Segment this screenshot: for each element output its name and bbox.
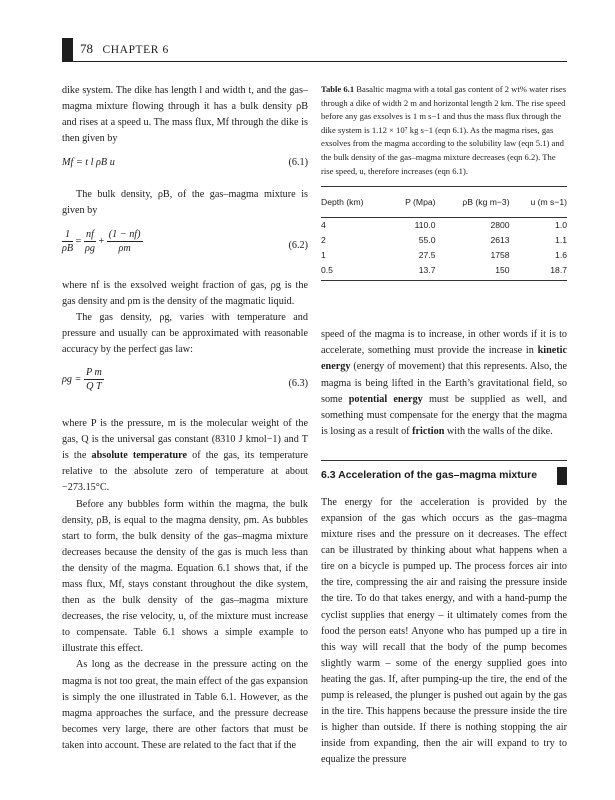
eq-term: 1 xyxy=(62,228,73,242)
section-marker xyxy=(557,467,567,485)
paragraph: The bulk density, ρB, of the gas–magma mixture is given by xyxy=(62,189,308,217)
table-row xyxy=(321,248,567,263)
text-run: where P is the pressure, m is the molecular weight of the gas, Q is the universal gas constant (8310 J kmol−1) and T is the xyxy=(62,418,308,462)
table-header-cell: ρB (kg m−3) xyxy=(436,187,510,218)
table-row xyxy=(321,263,567,281)
table-cell: 1.0 xyxy=(555,220,567,231)
table-label: Table 6.1 xyxy=(321,84,355,94)
equation-6-1 xyxy=(62,155,308,175)
eq-term: ρm xyxy=(118,242,131,254)
section-heading xyxy=(321,460,567,487)
table-cell: 1 xyxy=(321,250,326,261)
table-cell: 27.5 xyxy=(418,250,436,261)
equation-number: (6.3) xyxy=(288,378,308,390)
right-column xyxy=(321,83,567,769)
page-number: 78 xyxy=(80,41,93,56)
left-column xyxy=(62,83,308,754)
table-header-cell: Depth (km) xyxy=(321,187,388,218)
text-run: must be supplied as well, and something must compensate for the energy that the magma is losing as a result of xyxy=(321,393,568,437)
table-cell: 18.7 xyxy=(510,263,567,281)
table-cell: 1.6 xyxy=(555,250,567,261)
paragraph xyxy=(62,416,308,496)
equation-number: (6.1) xyxy=(288,157,308,169)
table-row xyxy=(321,218,567,234)
text-run: speed of the magma is to increase, in other words if it is to accelerate, something must provide the increase in xyxy=(321,329,567,357)
table-cell: 1758 xyxy=(490,250,510,261)
table-cell: 13.7 xyxy=(388,263,436,281)
paragraph: Before any bubbles form within the magma, the bulk density, ρB, is equal to the magma density, ρm. As bubbles start to form, the bulk density of the gas–magma mixture decreases because the density of the gas is much less than the density of the magma. Equation 6.1 shows that, if the mass flux, Mf, stays constant throughout the dike system, then as the bulk density of the gas–magma mixture decreases, the rise velocity, u, of the mixture must increase to compensate. Table 6.1 shows a simple example to illustrate this effect. xyxy=(62,498,308,655)
table-cell: 2800 xyxy=(490,220,510,231)
eq-term: ρB xyxy=(62,242,74,254)
paragraph: As long as the decrease in the pressure acting on the magma is not too great, the main effect of the gas expansion is simply the one illustrated in Table 6.1. However, as the magma approaches the surface, and the pressure decrease becomes very large, there are other factors that must be taken into account. These are related to the fact that if the xyxy=(62,659,308,751)
keyword: kinetic energy xyxy=(321,345,568,373)
caption-text: Basaltic magma with a total gas content of 2 wt% water rises through a dike of width 2 m and horizontal length 2 km. The rise speed before any gas exsolves is 1 m s−1 and thus the mass flux through the dike system is 1.12 × 10⁷ kg s−1 (eqn 6.1). As the magma rises, gas exsolves from the magma according to the solubility law (eqn 5.1) and the bulk density of the gas–magma mixture decreases (eqn 6.2). The rise speed, u, therefore increases (eqn 6.1). xyxy=(321,84,567,176)
eq-term: Q T xyxy=(86,381,102,393)
eq-term: nf xyxy=(85,228,94,240)
paragraph xyxy=(321,327,567,440)
table-caption xyxy=(321,83,567,178)
equation-number: (6.2) xyxy=(288,239,308,251)
equation-6-2: $\frac{1}{\rho B}$ = $\frac{nf}{\rho g}$ + $\frac{(1 - nf)}{\rho m}$ (6.2) xyxy=(62,228,308,254)
chapter-label: CHAPTER 6 xyxy=(102,44,169,56)
table-cell: 55.0 xyxy=(418,235,436,246)
equation-body: Mf = t l ρB u xyxy=(62,157,115,169)
eq-term: ρg = xyxy=(62,373,82,385)
table-cell: 150 xyxy=(436,263,510,281)
keyword: friction xyxy=(412,425,445,437)
table-header-cell: P (Mpa) xyxy=(388,187,436,218)
eq-term: ρg xyxy=(84,242,95,254)
paragraph: The energy for the acceleration is provided by the expansion of the gas which occurs as the gas–magma mixture rises and the pressure on it decreases. The effect can be illustrated by thinking about what happens when a tire on a bicycle is pumped up. The process forces air into the tire, compressing the air and raising the pressure inside the tire. To do that takes energy, and with a hand-pump the cyclist supplies that energy – it ultimately comes from the food the person eats! Anyone who has pumped up a tire in this way will recall that the body of the pump becomes slightly warm – some of the energy supplied goes into heating the gas. If, after pumping-up the tire, the end of the pump is released, the plunger is pushed out again by the gas in the tire. This happens because the pressure inside the tire is higher than outside. If there is nothing stopping the air inside from expanding, then the air will expand to try to equalize the pressure xyxy=(321,496,567,766)
header-bar xyxy=(62,38,73,62)
table-cell: 110.0 xyxy=(414,220,436,231)
header-rule xyxy=(62,61,567,62)
equation-6-3 xyxy=(62,366,308,402)
paragraph: The gas density, ρg, varies with temperature and pressure and usually can be approximated with reasonable accuracy by the perfect gas law: xyxy=(62,311,308,355)
section-title: 6.3 Acceleration of the gas–magma mixture xyxy=(321,468,538,481)
keyword: potential energy xyxy=(348,393,423,405)
table-cell: 2 xyxy=(321,235,326,246)
paragraph: dike system. The dike has length l and width t, and the gas–magma mixture flowing through it has a bulk density ρB and rises at a speed u. The mass flux, Mf through the dike is then given by xyxy=(62,85,308,145)
eq-term: (1 − nf) xyxy=(108,228,141,240)
text-run: (energy of movement) that this represents. Also, the magma is being lifted in the Earth’s gravitational field, so some xyxy=(321,361,567,405)
data-table xyxy=(321,186,567,281)
table-header-cell: u (m s−1) xyxy=(510,187,567,218)
table-row xyxy=(321,233,567,248)
keyword: absolute temperature xyxy=(91,450,187,462)
paragraph: where nf is the exsolved weight fraction of gas, ρg is the gas density and ρm is the density of the magmatic liquid. xyxy=(62,279,308,307)
eq-term: P m xyxy=(85,367,102,379)
text-run: with the walls of the dike. xyxy=(446,425,553,437)
table-cell: 2613 xyxy=(490,235,510,246)
table-cell: 1.1 xyxy=(555,235,567,246)
text-run: of the gas, its temperature relative to the absolute zero of temperature at about −273.15°C. xyxy=(62,450,308,494)
running-header xyxy=(80,41,169,57)
table-cell: 0.5 xyxy=(321,263,388,281)
table-cell: 4 xyxy=(321,220,326,231)
